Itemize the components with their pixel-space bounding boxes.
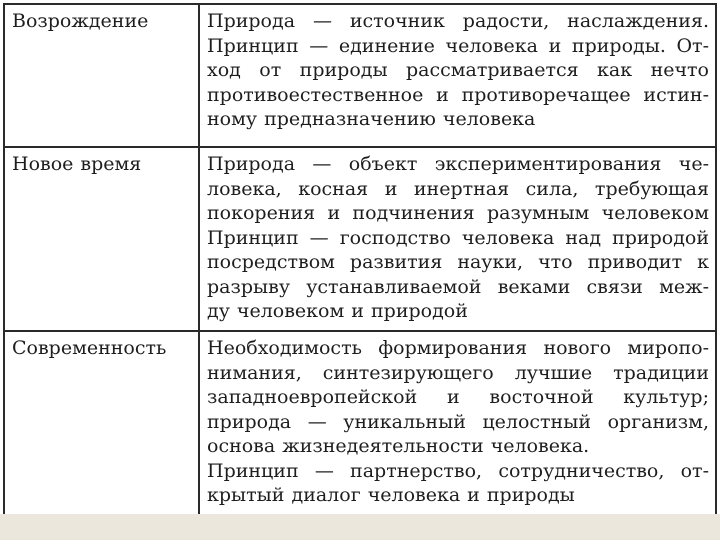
era-cell: Новое время xyxy=(4,147,199,331)
text-line: посредством развития науки, что приводит к xyxy=(207,251,709,273)
text-line: противоестественное и противоречащее истин- xyxy=(207,83,709,106)
table-row-modern-age xyxy=(4,147,716,331)
era-nature-table xyxy=(3,3,717,518)
description-cell xyxy=(199,331,716,517)
description-cell xyxy=(199,4,716,147)
text-line: Принцип — единение человека и природы. От- xyxy=(207,34,709,57)
table-row-contemporary xyxy=(4,331,716,517)
text-line: основа жизнедеятельности человека. xyxy=(207,435,590,457)
text-line: Принцип — партнерство, сотрудничество, от- xyxy=(207,459,709,482)
text-line: крытый диалог человека и природы xyxy=(207,484,575,506)
table-row-renaissance xyxy=(4,4,716,147)
text-line: Необходимость формирования нового миропо- xyxy=(207,337,709,359)
description-cell xyxy=(199,147,716,331)
text-line: нимания, синтезирующего лучшие традиции xyxy=(207,361,709,384)
era-cell: Возрождение xyxy=(4,4,199,147)
text-line: ловека, косная и инертная сила, требующая xyxy=(207,177,709,200)
era-cell: Современность xyxy=(4,331,199,517)
text-line: Природа — объект экспериментирования че- xyxy=(207,153,709,175)
text-line: природа — уникальный целостный организм, xyxy=(207,410,709,433)
text-line: ному предназначению человека xyxy=(207,108,536,130)
text-line: западноевропейской и восточной культур; xyxy=(207,386,709,408)
text-line: Принцип — господство человека над природой xyxy=(207,226,709,249)
text-line: ду человеком и природой xyxy=(207,300,468,322)
text-line: ход от природы рассматривается как нечто xyxy=(207,59,709,81)
text-line: Природа — источник радости, наслаждения. xyxy=(207,10,709,32)
text-line: разрыву устанавливаемой веками связи меж- xyxy=(207,275,709,298)
text-line: покорения и подчинения разумным человеком xyxy=(207,202,709,224)
slide-bottom-strip xyxy=(0,514,720,540)
